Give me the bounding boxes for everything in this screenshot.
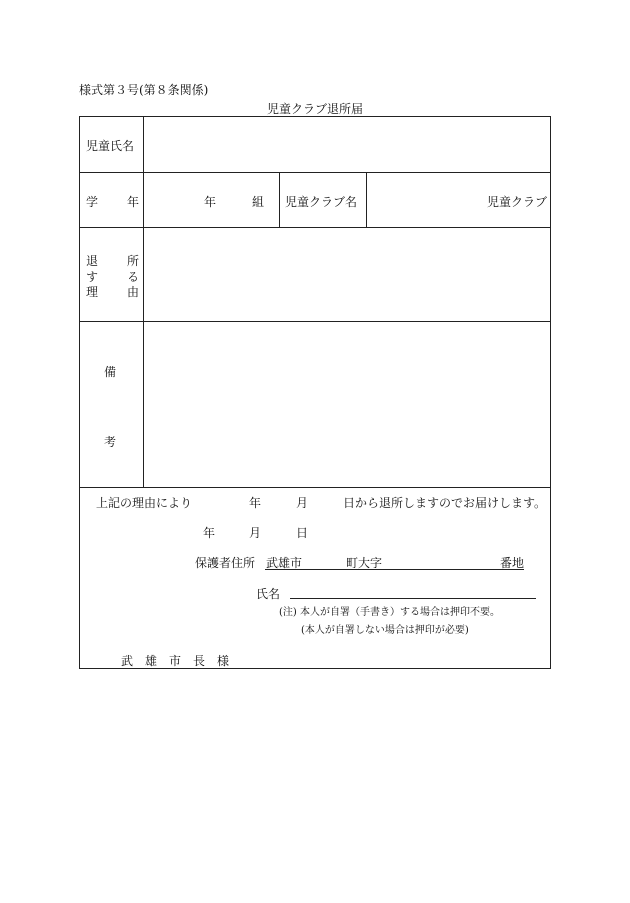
notice-day-text: 日から退所しますのでお届けします。 — [343, 496, 547, 510]
grade-year-unit: 年 — [204, 195, 217, 209]
club-name-field[interactable] — [369, 175, 479, 224]
club-name-label: 児童クラブ名 — [285, 195, 358, 209]
document-title: 児童クラブ退所届 — [266, 102, 363, 116]
reason-label-char: 退 — [86, 254, 99, 268]
note-not-self-signed: (本人が自署しない場合は押印が必要) — [301, 625, 469, 636]
child-name-label: 児童氏名 — [86, 139, 135, 153]
name-underline — [290, 598, 536, 599]
date-month: 月 — [249, 526, 262, 540]
reason-label-char: 由 — [127, 285, 140, 299]
child-name-field[interactable] — [146, 119, 548, 170]
address-field[interactable] — [304, 551, 498, 569]
notice-month: 月 — [296, 496, 309, 510]
date-day: 日 — [296, 526, 309, 540]
guardian-name-field[interactable] — [290, 581, 536, 598]
remarks-label-1: 備 — [104, 365, 117, 379]
address-lot: 番地 — [500, 556, 525, 570]
remarks-label-2: 考 — [104, 435, 117, 449]
grade-class-unit: 組 — [252, 195, 265, 209]
column-divider — [143, 117, 144, 487]
column-divider — [366, 172, 367, 227]
addressee: 武 雄 市 長 様 — [121, 654, 230, 668]
notice-year: 年 — [249, 496, 262, 510]
row-divider — [80, 172, 550, 173]
address-city: 武雄市 — [266, 556, 303, 570]
form-sheet — [79, 116, 551, 669]
date-year: 年 — [203, 526, 216, 540]
address-underline — [265, 569, 524, 570]
grade-field[interactable] — [146, 175, 276, 224]
note-self-signed: (注) 本人が自署（手書き）する場合は押印不要。 — [279, 607, 500, 618]
row-divider — [80, 321, 550, 322]
remarks-field[interactable] — [146, 324, 548, 484]
form-number: 様式第３号(第８条関係) — [79, 83, 209, 97]
notice-intro: 上記の理由により — [96, 496, 193, 510]
name-label: 氏名 — [256, 587, 281, 601]
row-divider — [80, 487, 550, 488]
grade-label-2: 年 — [127, 195, 140, 209]
reason-label-char: る — [127, 270, 140, 284]
grade-label-1: 学 — [86, 195, 99, 209]
column-divider — [279, 172, 280, 227]
club-suffix: 児童クラブ — [487, 195, 548, 209]
reason-label-char: 理 — [86, 285, 99, 299]
address-town: 町大字 — [346, 556, 383, 570]
guardian-address-label: 保護者住所 — [195, 556, 256, 570]
row-divider — [80, 227, 550, 228]
reason-label-char: 所 — [127, 254, 140, 268]
reason-field[interactable] — [146, 230, 548, 318]
reason-label-char: す — [86, 270, 99, 284]
